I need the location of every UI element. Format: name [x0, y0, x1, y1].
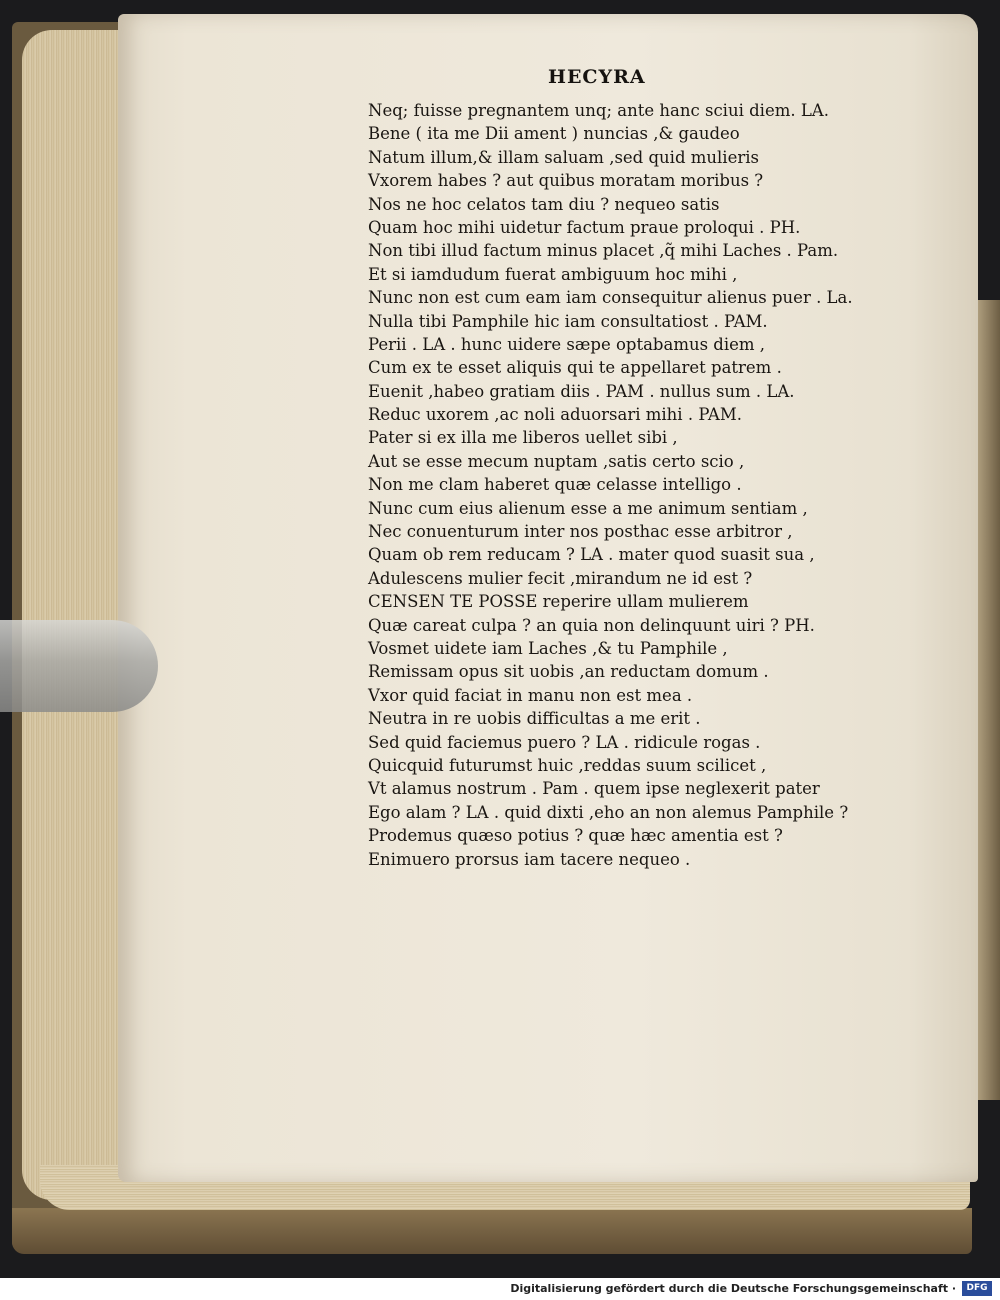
glass-weight: [0, 620, 158, 712]
verse-line: Vxor quid faciat in manu non est mea .: [368, 685, 693, 705]
book-cover-bottom: [12, 1208, 972, 1254]
verse-line: Vt alamus nostrum . Pam . quem ipse neglexerit pater: [368, 779, 820, 799]
running-header: HECYRA: [548, 66, 646, 88]
verse-line: Quam hoc mihi uidetur factum praue proloqui . PH.: [368, 217, 801, 237]
dfg-logo: DFG: [962, 1281, 992, 1296]
verse-line: Neutra in re uobis difficultas a me erit .: [368, 709, 701, 729]
funding-credit: Digitalisierung gefördert durch die Deutsche Forschungsgemeinschaft ·: [510, 1282, 956, 1295]
verse-line: Quæ careat culpa ? an quia non delinquunt uiri ? PH.: [368, 615, 815, 635]
verse-line: Remissam opus sit uobis ,an reductam domum .: [368, 662, 769, 682]
verse-line: Quicquid futurumst huic ,reddas suum scilicet ,: [368, 755, 767, 775]
footer-bar: [0, 1278, 1000, 1300]
verse-line: Nunc cum eius alienum esse a me animum sentiam ,: [368, 498, 808, 518]
verse-line: Ego alam ? LA . quid dixti ,eho an non alemus Pamphile ?: [368, 802, 849, 822]
verse-line: Cum ex te esset aliquis qui te appellaret patrem .: [368, 358, 782, 378]
verse-line: Nunc non est cum eam iam consequitur alienus puer . La.: [368, 288, 853, 308]
verse-line: Nos ne hoc celatos tam diu ? nequeo satis: [368, 194, 720, 214]
verse-line: Natum illum,& illam saluam ,sed quid mulieris: [368, 147, 759, 167]
verse-line: Et si iamdudum fuerat ambiguum hoc mihi ,: [368, 264, 738, 284]
verse-line: Euenit ,habeo gratiam diis . PAM . nullus sum . LA.: [368, 381, 795, 401]
verse-line: Perii . LA . hunc uidere sæpe optabamus diem ,: [368, 334, 766, 354]
verse-line: Vxorem habes ? aut quibus moratam moribus ?: [368, 171, 764, 191]
verse-line: CENSEN TE POSSE reperire ullam mulierem: [368, 592, 749, 612]
verse-line: Nec conuenturum inter nos posthac esse arbitror ,: [368, 522, 793, 542]
verse-line: Non tibi illud factum minus placet ,q̃ mihi Laches . Pam.: [368, 241, 839, 261]
verse-line: Reduc uxorem ,ac noli aduorsari mihi . PAM.: [368, 405, 742, 425]
verse-line: Nulla tibi Pamphile hic iam consultatiost . PAM.: [368, 311, 768, 331]
verse-line: Non me clam haberet quæ celasse intelligo .: [368, 475, 742, 495]
verse-line: Enimuero prorsus iam tacere nequeo .: [368, 849, 691, 869]
verse-line: Pater si ex illa me liberos uellet sibi ,: [368, 428, 678, 448]
verse-line: Prodemus quæso potius ? quæ hæc amentia est ?: [368, 826, 783, 846]
verse-line: Vosmet uidete iam Laches ,& tu Pamphile ,: [368, 638, 728, 658]
verse-line: Neq; fuisse pregnantem unq; ante hanc sciui diem. LA.: [368, 101, 829, 120]
verse-line: Quam ob rem reducam ? LA . mater quod suasit sua ,: [368, 545, 815, 565]
verse-line: Adulescens mulier fecit ,mirandum ne id est ?: [368, 568, 753, 588]
verse-line: Sed quid faciemus puero ? LA . ridicule rogas .: [368, 732, 761, 752]
verse-line: Bene ( ita me Dii ament ) nuncias ,& gaudeo: [368, 124, 740, 144]
verse-line: Aut se esse mecum nuptam ,satis certo scio ,: [368, 451, 745, 471]
verse-lines: [368, 99, 853, 871]
